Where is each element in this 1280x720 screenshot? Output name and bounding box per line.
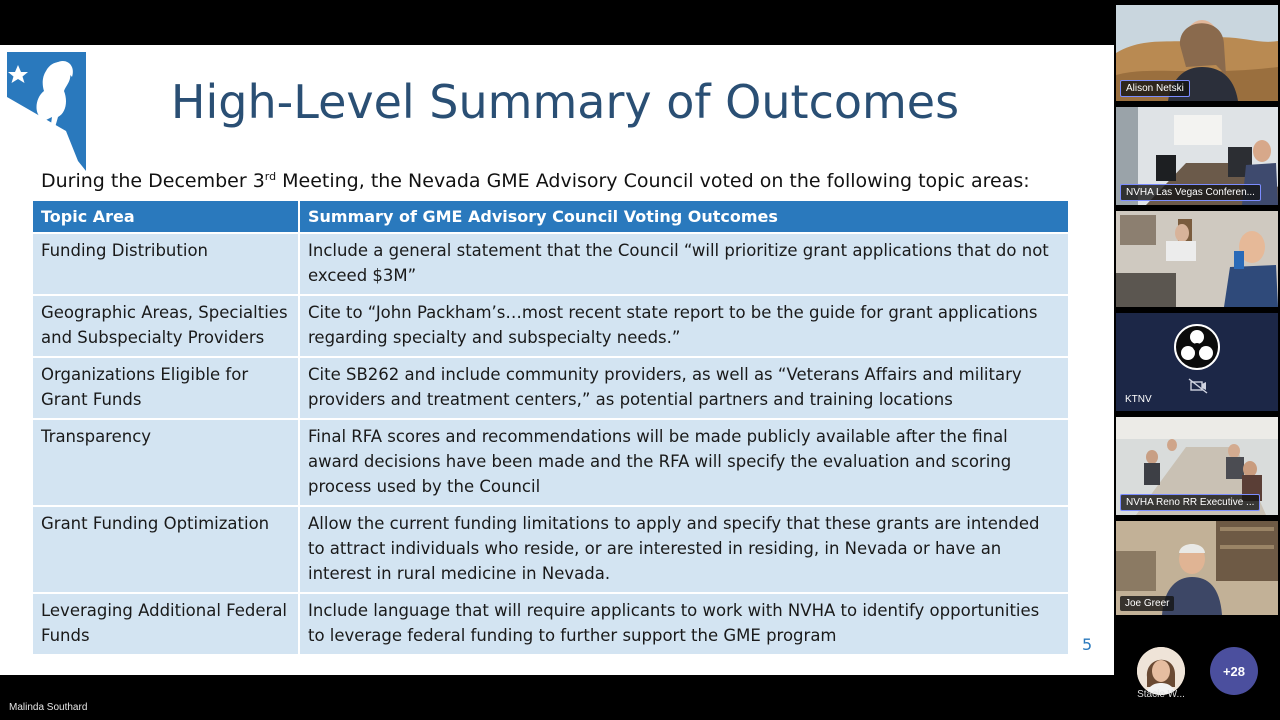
summary-cell: Cite to “John Packham’s…most recent state report to be the guide for grant applications regarding specialty and subspecialty needs.” <box>299 295 1069 357</box>
summary-cell: Final RFA scores and recommendations will be made publicly available after the final award decisions have been made and the RFA will specify the evaluation and scoring process used by the Council <box>299 419 1069 506</box>
table-row <box>33 295 1069 357</box>
avatar-photo-icon <box>1137 647 1185 695</box>
table-header-row <box>33 201 1069 233</box>
table-row <box>33 506 1069 593</box>
summary-cell: Cite SB262 and include community providers, as well as “Veterans Affairs and military providers and treatment centers,” as potential partners and training locations <box>299 357 1069 419</box>
participant-name: Joe Greer <box>1120 596 1174 611</box>
participant-tile-joe-greer[interactable] <box>1116 521 1278 615</box>
topic-cell: Geographic Areas, Specialties and Subspecialty Providers <box>33 295 299 357</box>
participant-tile-ktnv[interactable] <box>1116 313 1278 411</box>
header-summary: Summary of GME Advisory Council Voting Outcomes <box>299 201 1069 233</box>
participant-tile-conference-room[interactable] <box>1116 211 1278 307</box>
topic-cell: Organizations Eligible for Grant Funds <box>33 357 299 419</box>
summary-cell: Allow the current funding limitations to apply and specify that these grants are intended to attract individuals who reside, or are interested in residing, in Nevada or have an interest in rural medicine in Nevada. <box>299 506 1069 593</box>
avatar-name: Stacie W... <box>1137 689 1185 700</box>
table-row <box>33 357 1069 419</box>
participant-tile-nvha-las-vegas[interactable] <box>1116 107 1278 205</box>
table-row <box>33 233 1069 295</box>
participant-tile-nvha-reno[interactable] <box>1116 417 1278 515</box>
slide-intro-text: During the December 3rd Meeting, the Nevada GME Advisory Council voted on the following topic areas: <box>41 170 1030 192</box>
participant-name: NVHA Las Vegas Conferen... <box>1120 184 1261 201</box>
topic-cell: Funding Distribution <box>33 233 299 295</box>
more-participants-button[interactable]: +28 <box>1210 647 1258 695</box>
presenter-name: Malinda Southard <box>9 702 88 713</box>
topic-cell: Leveraging Additional Federal Funds <box>33 593 299 654</box>
summary-cell: Include a general statement that the Council “will prioritize grant applications that do not exceed $3M” <box>299 233 1069 295</box>
outcomes-table <box>33 201 1070 654</box>
participant-tile-alison-netski[interactable] <box>1116 5 1278 101</box>
participant-name: KTNV <box>1125 394 1152 405</box>
participant-name: Alison Netski <box>1120 80 1190 97</box>
table-row <box>33 419 1069 506</box>
participant-name: NVHA Reno RR Executive ... <box>1120 494 1260 511</box>
shared-slide <box>0 45 1114 675</box>
topic-cell: Grant Funding Optimization <box>33 506 299 593</box>
table-row <box>33 593 1069 654</box>
participant-video-icon <box>1116 211 1278 307</box>
summary-cell: Include language that will require applicants to work with NVHA to identify opportunities to leverage federal funding to further support the GME program <box>299 593 1069 654</box>
slide-title: High-Level Summary of Outcomes <box>170 75 960 129</box>
topic-cell: Transparency <box>33 419 299 506</box>
header-topic-area: Topic Area <box>33 201 299 233</box>
slide-page-number: 5 <box>1082 635 1093 654</box>
participant-avatar[interactable] <box>1137 647 1185 695</box>
